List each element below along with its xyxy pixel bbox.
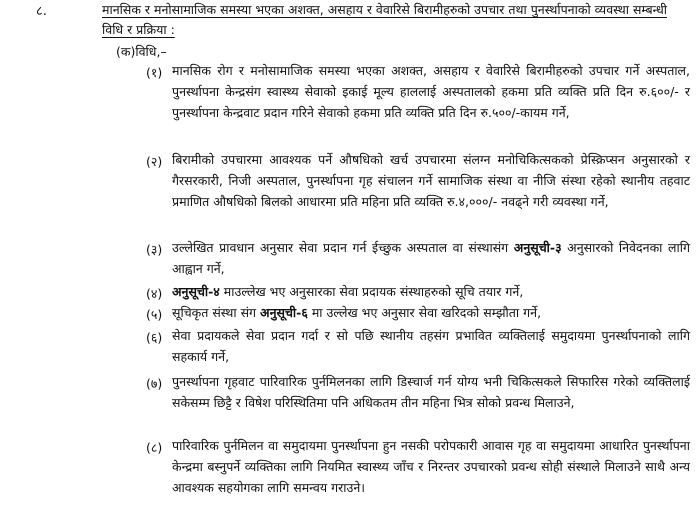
item-number: (१) xyxy=(146,65,163,80)
item-text-part: सूचिकृत संस्था संग xyxy=(172,305,261,320)
annex-reference: अनुसूची-४ xyxy=(172,284,220,299)
section-title: मानसिक र मनोसामाजिक समस्या भएका अशक्त, असहाय र वेवारिसे बिरामीहरुको उपचार तथा पुनर्स्थापनाको व्यवस्था सम्बन्धी विधि र प्रक्रिया : xyxy=(102,2,667,37)
item-text xyxy=(172,302,690,323)
item-text: पुनर्स्थापना गृहवाट पारिवारिक पुर्नमिलनका लागि डिस्चार्ज गर्न योग्य भनी चिकित्सकले सिफारिस गरेको व्यक्तिलाई सकेसम्म छिट्टै र विषेश परिस्थितिमा पनि अधिकतम तीन महिना भित्र सोको प्रवन्ध मिलाउने, xyxy=(172,374,690,410)
item-text: पारिवारिक पुर्नमिलन वा समुदायमा पुनर्स्थापना हुन नसकी परोपकारी आवास गृह वा समुदायमा आधारित पुनर्स्थापना केन्द्रमा बस्नुपर्ने व्यक्तिका लागि नियमित स्वास्थ्य जाँच र निरन्तर उपचारको प्रवन्ध सोही संस्थाले मिलाउने साथै अन्य आवश्यक सहयोगका लागि समन्वय गराउने। xyxy=(172,438,690,495)
item-number: (३) xyxy=(146,242,163,257)
item-number: (८) xyxy=(146,440,163,455)
item-text xyxy=(172,237,690,279)
subheading-bidhi: (क)विधि,– xyxy=(116,44,167,59)
item-text-part: उल्लेखित प्रावधान अनुसार सेवा प्रदान गर्न ईच्छुक अस्पताल वा संस्थासंग xyxy=(172,240,514,255)
item-text: मानसिक रोग र मनोसामाजिक समस्या भएका अशक्त, असहाय र वेवारिसे बिरामीहरुको उपचार गर्ने अस्पताल, पुनर्स्थापना केन्द्रसंग स्वास्थ्य सेवाको इकाई मूल्य हाललाई अस्पतालको हकमा प्रति व्यक्ति प्रति दिन रु.६००/- र पुनर्स्थापना केन्द्रवाट प्रदान गरिने सेवाको हकमा प्रति व्यक्ति प्रति दिन रु.५००/-कायम गर्ने, xyxy=(172,63,690,120)
item-number: (५) xyxy=(146,307,163,322)
item-text-part: मा उल्लेख भए अनुसार सेवा खरिदको सम्झौता गर्ने, xyxy=(307,305,542,320)
annex-reference: अनुसूची-३ xyxy=(513,240,562,255)
section-number: ८. xyxy=(36,4,47,19)
item-text: सेवा प्रदायकले सेवा प्रदान गर्दा र सो पछि स्थानीय तहसंग प्रभावित व्यक्तिलाई समुदायमा पुनर्स्थापनाको लागि सहकार्य गर्ने, xyxy=(172,328,690,364)
item-number: (६) xyxy=(146,330,163,345)
item-number: (२) xyxy=(146,154,163,169)
item-text: बिरामीको उपचारमा आवश्यक पर्ने औषधिको खर्च उपचारमा संलग्न मनोचिकित्सकको प्रेस्क्रिप्सन अनुसारको र गैरसरकारी, निजी अस्पताल, पुनर्स्थापना गृह संचालन गर्ने सामाजिक संस्था वा नीजि संस्था रहेको स्थानीय तहवाट प्रमाणित औषधिको बिलको आधारमा प्रति महिना प्रति व्यक्ति रु.४,०००/- नवढ्ने गरी व्यवस्था गर्ने, xyxy=(172,152,690,209)
item-number: (४) xyxy=(146,286,163,301)
item-text-part: माउल्लेख भए अनुसारका सेवा प्रदायक संस्थाहरुको सूचि तयार गर्ने, xyxy=(219,284,524,299)
annex-reference: अनुसूची-६ xyxy=(260,305,308,320)
item-text xyxy=(172,281,690,302)
item-number: (७) xyxy=(146,376,163,391)
item-text-part: अनुसारको निवेदनका लागि आह्वान गर्ने, xyxy=(172,240,690,276)
